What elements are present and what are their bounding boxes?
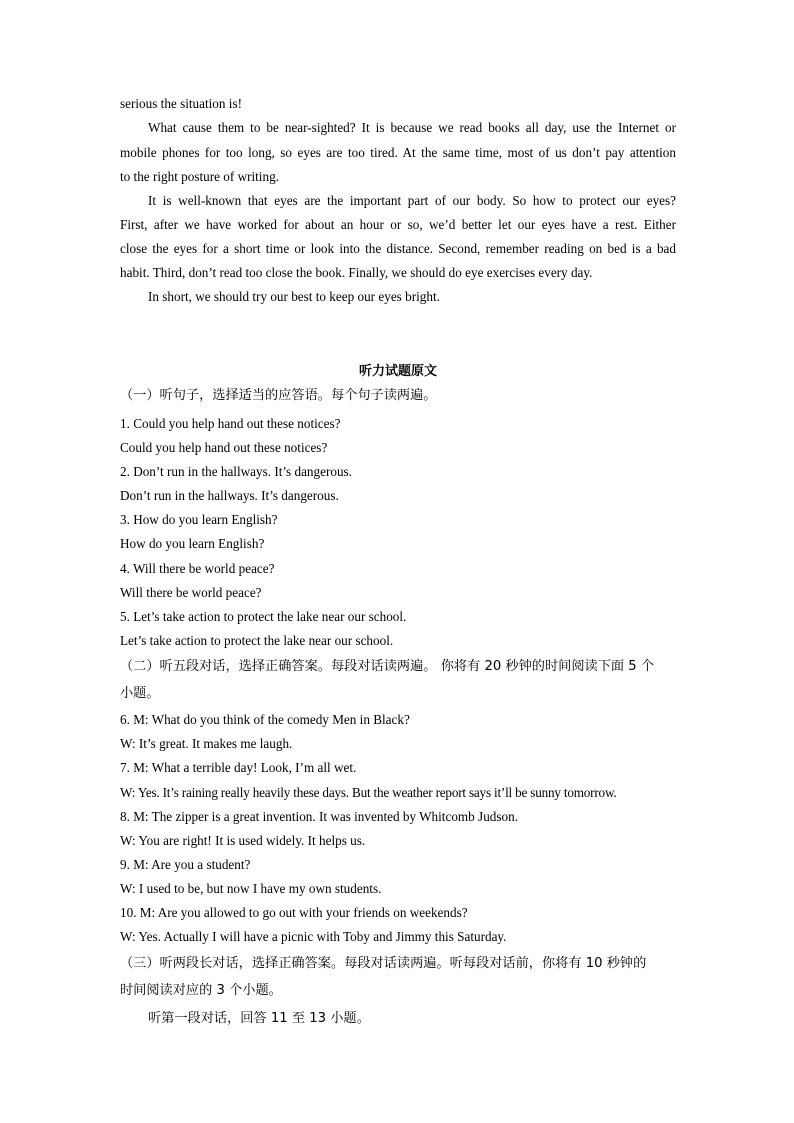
transcript-line: W: Yes. It’s raining really heavily these days. But the weather report says it’ll be sunny tomorrow. bbox=[120, 785, 617, 800]
transcript-line: 10. M: Are you allowed to go out with your friends on weekends? bbox=[120, 905, 468, 920]
essay-line: First, after we have worked for about an hour or so, we’d better let our eyes have a rest. Either bbox=[120, 217, 676, 232]
transcript-line: W: I used to be, but now I have my own students. bbox=[120, 881, 382, 896]
transcript-line: 9. M: Are you a student? bbox=[120, 857, 251, 872]
transcript-line: 5. Let’s take action to protect the lake near our school. bbox=[120, 609, 407, 624]
essay-line: habit. Third, don’t read too close the book. Finally, we should do eye exercises every day. bbox=[120, 265, 593, 280]
section-heading: 小题。 bbox=[120, 686, 160, 701]
transcript-line: Don’t run in the hallways. It’s dangerous. bbox=[120, 488, 339, 503]
transcript-line: Could you help hand out these notices? bbox=[120, 440, 328, 455]
essay-line: It is well-known that eyes are the important part of our body. So how to protect our eyes? bbox=[148, 193, 676, 208]
transcript-line: 3. How do you learn English? bbox=[120, 512, 278, 527]
subsection-heading: 听第一段对话，回答 11 至 13 小题。 bbox=[148, 1011, 370, 1026]
section-heading: （三）听两段长对话，选择正确答案。每段对话读两遍。听每段对话前，你将有 10 秒钟的 bbox=[120, 956, 647, 971]
essay-line: What cause them to be near-sighted? It is because we read books all day, use the Internet or bbox=[148, 120, 676, 135]
essay-line: serious the situation is! bbox=[120, 96, 242, 111]
essay-line: In short, we should try our best to keep our eyes bright. bbox=[148, 289, 440, 304]
transcript-line: 1. Could you help hand out these notices? bbox=[120, 416, 341, 431]
section-title: 听力试题原文 bbox=[358, 364, 437, 379]
transcript-line: W: It’s great. It makes me laugh. bbox=[120, 736, 293, 751]
transcript-line: Let’s take action to protect the lake near our school. bbox=[120, 633, 394, 648]
transcript-line: 8. M: The zipper is a great invention. It was invented by Whitcomb Judson. bbox=[120, 809, 518, 824]
transcript-line: Will there be world peace? bbox=[120, 585, 262, 600]
transcript-line: 7. M: What a terrible day! Look, I’m all wet. bbox=[120, 760, 357, 775]
essay-line: to the right posture of writing. bbox=[120, 169, 279, 184]
essay-line: close the eyes for a short time or look into the distance. Second, remember reading on bed is a bad bbox=[120, 241, 676, 256]
transcript-line: 6. M: What do you think of the comedy Men in Black? bbox=[120, 712, 410, 727]
section-heading: （一）听句子，选择适当的应答语。每个句子读两遍。 bbox=[120, 388, 437, 403]
transcript-line: 4. Will there be world peace? bbox=[120, 561, 275, 576]
transcript-line: How do you learn English? bbox=[120, 536, 265, 551]
transcript-line: 2. Don’t run in the hallways. It’s dangerous. bbox=[120, 464, 352, 479]
transcript-line: W: You are right! It is used widely. It helps us. bbox=[120, 833, 366, 848]
section-heading: 时间阅读对应的 3 个小题。 bbox=[120, 983, 282, 998]
section-heading: （二）听五段对话，选择正确答案。每段对话读两遍。 你将有 20 秒钟的时间阅读下面 5 个 bbox=[120, 659, 655, 674]
transcript-line: W: Yes. Actually I will have a picnic with Toby and Jimmy this Saturday. bbox=[120, 929, 507, 944]
essay-line: mobile phones for too long, so eyes are too tired. At the same time, most of us don’t pay attention bbox=[120, 145, 676, 160]
